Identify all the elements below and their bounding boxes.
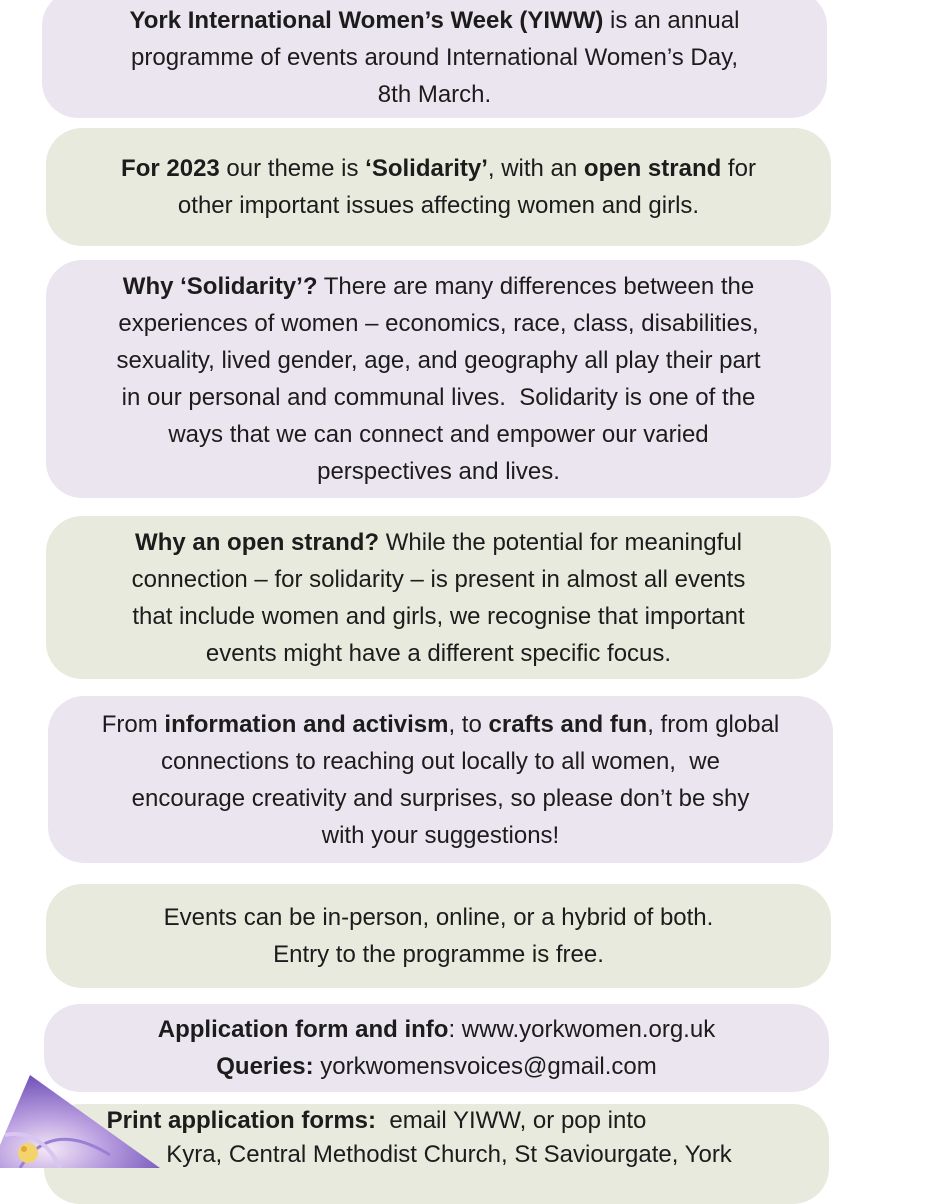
intro-line-2: programme of events around International Women’s Day, — [131, 43, 738, 71]
why-open-line-2: connection – for solidarity – is present in almost all events — [131, 565, 746, 593]
why-solidarity-line-6: perspectives and lives. — [317, 458, 560, 485]
why-solidarity-line-2: experiences of women – economics, race, class, disabilities, — [118, 310, 759, 337]
yiww-name: York International Women’s Week (YIWW) — [129, 6, 604, 34]
theme-text — [46, 150, 831, 224]
creativity-line-1 — [48, 706, 833, 743]
why-solidarity-line-5: ways that we can connect and empower our varied — [168, 421, 709, 448]
print-panel — [44, 1104, 829, 1204]
events-text — [46, 899, 831, 973]
events-panel — [46, 884, 831, 988]
why-solidarity-line-1-rest: There are many differences between the — [317, 273, 755, 300]
why-solidarity-text — [46, 268, 831, 490]
events-line-2: Entry to the programme is free. — [273, 941, 604, 968]
intro-line-1 — [42, 2, 827, 39]
theme-line-2: other important issues affecting women and girls. — [177, 192, 700, 219]
creativity-line-4: with your suggestions! — [321, 821, 560, 849]
theme-year: For 2023 — [121, 155, 220, 182]
creativity-text-2: , to — [448, 710, 489, 738]
contact-panel — [44, 1004, 829, 1092]
why-open-line-1-rest: While the potential for meaningful — [379, 528, 742, 556]
email-link[interactable]: yorkwomensvoices@gmail.com — [313, 1053, 657, 1080]
info-activism: information and activism — [164, 710, 449, 738]
intro-line-3: 8th March. — [377, 80, 492, 108]
intro-panel — [42, 0, 827, 118]
intro-text — [42, 2, 827, 113]
crafts-fun: crafts and fun — [488, 710, 648, 738]
why-solidarity-line-1 — [46, 268, 831, 305]
open-strand-label: open strand — [583, 155, 722, 182]
print-text — [44, 1104, 829, 1172]
why-solidarity-heading: Why ‘Solidarity’? — [122, 273, 318, 300]
creativity-panel — [48, 696, 833, 863]
why-open-line-1 — [46, 524, 831, 561]
queries-line — [44, 1048, 829, 1085]
theme-text-1: our theme is — [219, 155, 366, 182]
contact-text — [44, 1011, 829, 1085]
print-line-2: Kyra, Central Methodist Church, St Saviourgate, York — [166, 1141, 732, 1168]
events-line-1: Events can be in-person, online, or a hybrid of both. — [163, 904, 714, 931]
flower-photo-corner — [0, 1075, 160, 1168]
why-solidarity-line-3: sexuality, lived gender, age, and geography all play their part — [116, 347, 761, 374]
creativity-line-2: connections to reaching out locally to all women, we — [161, 747, 720, 775]
creativity-text-1: From — [101, 710, 165, 738]
why-open-line-3: that include women and girls, we recognise that important — [132, 602, 745, 630]
theme-name: ‘Solidarity’ — [365, 155, 488, 182]
website-link[interactable]: : www.yorkwomen.org.uk — [448, 1016, 716, 1043]
creativity-text-3: , from global — [647, 710, 780, 738]
intro-line-1-rest: is an annual — [603, 6, 740, 34]
why-open-strand-text — [46, 524, 831, 672]
application-form-line — [44, 1011, 829, 1048]
why-open-line-4: events might have a different specific focus. — [205, 639, 672, 667]
theme-line-1 — [46, 150, 831, 187]
creativity-text — [48, 706, 833, 854]
why-open-strand-panel — [46, 516, 831, 679]
print-forms-label: Print application forms: — [106, 1107, 377, 1134]
creativity-line-3: encourage creativity and surprises, so please don’t be shy — [131, 784, 750, 812]
theme-panel — [46, 128, 831, 246]
theme-text-2: , with an — [487, 155, 584, 182]
why-solidarity-panel — [46, 260, 831, 498]
application-form-label: Application form and info — [157, 1016, 449, 1043]
why-open-heading: Why an open strand? — [135, 528, 380, 556]
queries-label: Queries: — [216, 1053, 314, 1080]
why-solidarity-line-4: in our personal and communal lives. Solidarity is one of the — [121, 384, 756, 411]
print-line-1-rest: email YIWW, or pop into — [376, 1107, 647, 1134]
theme-text-3: for — [721, 155, 756, 182]
